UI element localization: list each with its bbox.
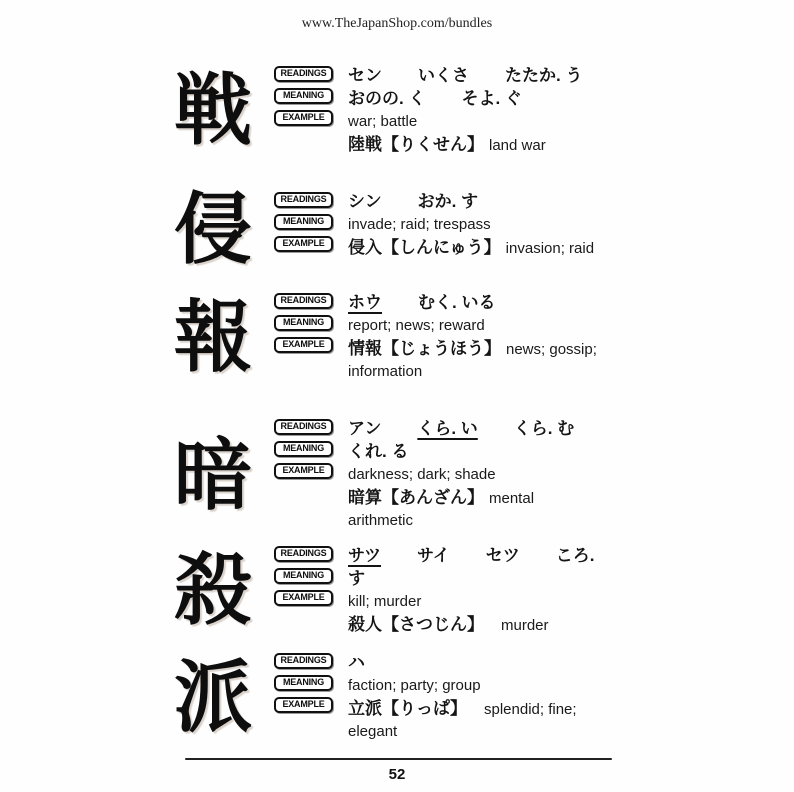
meaning-text: report; news; reward [348,317,485,334]
kanji-character: 侵 [173,185,252,273]
reading-text: セツ [485,546,520,565]
entry-line [348,360,620,383]
reading-text: す [348,569,365,588]
readings-label: READINGS [274,293,333,309]
example-english-text: news; gossip; [506,341,597,358]
kanji-character: 報 [173,293,252,381]
kanji-entry [152,544,620,636]
kanji-entry [152,291,620,383]
entry-line [348,417,620,440]
reading-text: そよ. ぐ [461,89,522,108]
header-url: www.TheJapanShop.com/bundles [301,16,493,31]
footer-rule [185,758,612,760]
readings-label: READINGS [274,653,333,669]
entry-labels [274,651,336,743]
readings-label: READINGS [274,419,333,435]
entry-line [348,697,620,720]
kanji-entry [152,651,620,743]
kanji-character: 戦 [173,66,252,154]
example-english-text: arithmetic [348,512,414,529]
entry-line [348,133,620,156]
example-japanese-text: 情報【じょうほう】 [348,339,501,358]
meaning-label: MEANING [274,568,333,584]
example-english-text: invasion; raid [505,240,595,257]
entry-labels [274,417,336,532]
reading-text: くら. む [513,419,575,438]
kanji-character: 殺 [173,546,252,634]
example-label: EXAMPLE [274,337,333,353]
readings-label: READINGS [274,546,333,562]
example-english-text: land war [489,137,546,154]
entry-line [348,337,620,360]
kanji-character: 派 [173,653,252,741]
meaning-text: war; battle [348,113,418,130]
entry-text [348,291,620,383]
reading-text: たたか. う [505,66,583,85]
entry-line [348,651,620,674]
entry-labels [274,64,336,156]
entry-text [348,190,620,268]
entry-line [348,440,620,463]
meaning-label: MEANING [274,315,333,331]
entry-line [348,213,620,236]
meaning-text: kill; murder [348,593,422,610]
example-japanese-text: 侵入【しんにゅう】 [348,238,501,257]
entry-line [348,64,620,87]
reading-text: いくさ [418,66,469,85]
entry-line [348,590,620,613]
meaning-text: faction; party; group [348,677,481,694]
readings-label: READINGS [274,192,333,208]
entry-text [348,417,620,532]
entry-labels [274,291,336,383]
entry-line [348,674,620,697]
reading-text: むく. いる [418,293,496,312]
entry-line [348,613,620,636]
example-label: EXAMPLE [274,590,333,606]
entry-labels [274,544,336,636]
reading-text: アン [348,419,382,438]
entry-line [348,291,620,314]
example-english-text: murder [501,617,549,634]
kanji-entry [152,64,620,156]
reading-text-underlined: くら. い [417,419,478,438]
meaning-text: darkness; dark; shade [348,466,496,483]
reading-text: ハ [348,653,365,672]
reading-text-underlined: ホウ [348,293,382,312]
entry-text [348,544,620,636]
reading-text: セン [348,66,382,85]
meaning-label: MEANING [274,214,333,230]
reading-text: おか. す [417,192,479,211]
entry-text [348,651,620,743]
reading-text: くれ. る [348,442,409,461]
meaning-label: MEANING [274,88,333,104]
example-label: EXAMPLE [274,236,333,252]
kanji-entry [152,185,620,273]
example-japanese-text: 陸戦【りくせん】 [348,135,484,154]
entry-text [348,64,620,156]
reading-text: シン [348,192,382,211]
entry-line [348,190,620,213]
meaning-label: MEANING [274,675,333,691]
readings-label: READINGS [274,66,333,82]
entry-line [348,236,620,259]
entry-line [348,87,620,110]
kanji-character: 暗 [173,430,252,519]
example-label: EXAMPLE [274,463,333,479]
reading-text: サイ [416,546,450,565]
page-number: 52 [388,766,406,783]
entry-line [348,463,620,486]
entry-line [348,567,620,590]
reading-text-underlined: サツ [348,546,381,565]
entry-line [348,720,620,743]
example-japanese-text: 立派【りっぱ】 [348,699,467,718]
entry-line [348,314,620,337]
entry-line [348,509,620,532]
example-english-text: elegant [348,723,398,740]
example-japanese-text: 殺人【さつじん】 [348,615,484,634]
entry-labels [274,190,336,268]
example-english-text: information [348,363,423,380]
entry-line [348,544,620,567]
entry-line [348,110,620,133]
reading-text: おのの. く [348,89,426,108]
example-label: EXAMPLE [274,697,333,713]
reading-text: ころ. [555,546,595,565]
meaning-text: invade; raid; trespass [348,216,491,233]
example-english-text: mental [489,490,535,507]
kanji-entry [152,417,620,532]
entry-line [348,486,620,509]
example-japanese-text: 暗算【あんざん】 [348,488,484,507]
meaning-label: MEANING [274,441,333,457]
example-label: EXAMPLE [274,110,333,126]
example-english-text: splendid; fine; [484,701,577,718]
